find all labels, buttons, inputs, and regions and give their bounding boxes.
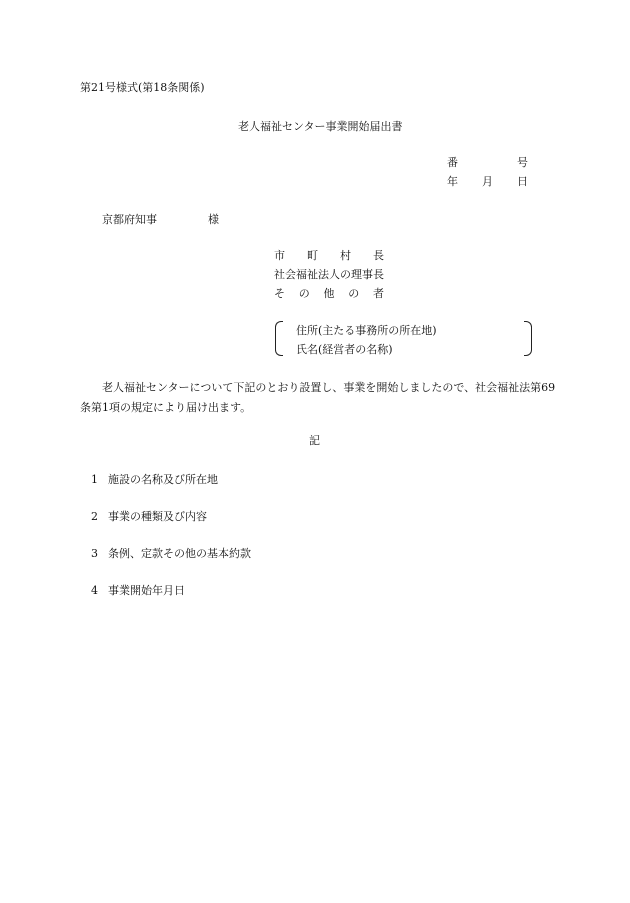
name-line: 氏名(経営者の名称) [296,343,393,356]
submitter-line-3-char: そ [274,287,285,300]
addressee-honorific: 様 [208,213,219,226]
document-title: 老人福祉センター事業開始届出書 [238,120,403,133]
address-line: 住所(主たる事務所の所在地) [296,324,437,337]
address-bracket-left [275,321,283,356]
list-item-text: 事業の種類及び内容 [108,510,207,523]
submitter-line-3 [274,288,384,299]
addressee-name: 京都府知事 [102,213,157,226]
form-number: 第21号様式(第18条関係) [80,81,205,94]
submitter-line-1 [274,250,384,261]
date-year-label: 年 [447,175,458,188]
submitter-line-1-char: 市 [274,249,285,262]
list-item [91,511,207,522]
list-item-number: 3 [91,547,98,560]
date-day-label: 日 [517,175,528,188]
list-item-text: 施設の名称及び所在地 [108,473,218,486]
date-month-label: 月 [482,175,493,188]
submitter-line-2: 社会福祉法人の理事長 [274,268,384,281]
submitter-line-3-char: の [348,287,360,300]
list-item-number: 1 [91,473,98,486]
ki-heading: 記 [309,434,320,447]
body-paragraph: 老人福祉センターについて下記のとおり設置し、事業を開始しましたので、社会福祉法第69条第1項の規定により届け出ます。 [80,381,556,414]
submitter-line-1-char: 長 [373,249,384,262]
submitter-line-3-char: の [298,287,310,300]
submitter-line-1-char: 町 [307,249,318,262]
list-item-number: 4 [91,584,98,597]
number-label-left: 番 [447,156,458,169]
list-item [91,585,185,596]
submitter-line-3-char: 者 [373,287,384,300]
submitter-line-1-char: 村 [340,249,351,262]
list-item-text: 事業開始年月日 [108,584,185,597]
number-label-right: 号 [517,156,528,169]
address-bracket-right [524,321,532,356]
list-item-number: 2 [91,510,98,523]
list-item-text: 条例、定款その他の基本約款 [108,547,251,560]
submitter-line-3-char: 他 [323,287,335,300]
list-item [91,474,218,485]
list-item [91,548,251,559]
